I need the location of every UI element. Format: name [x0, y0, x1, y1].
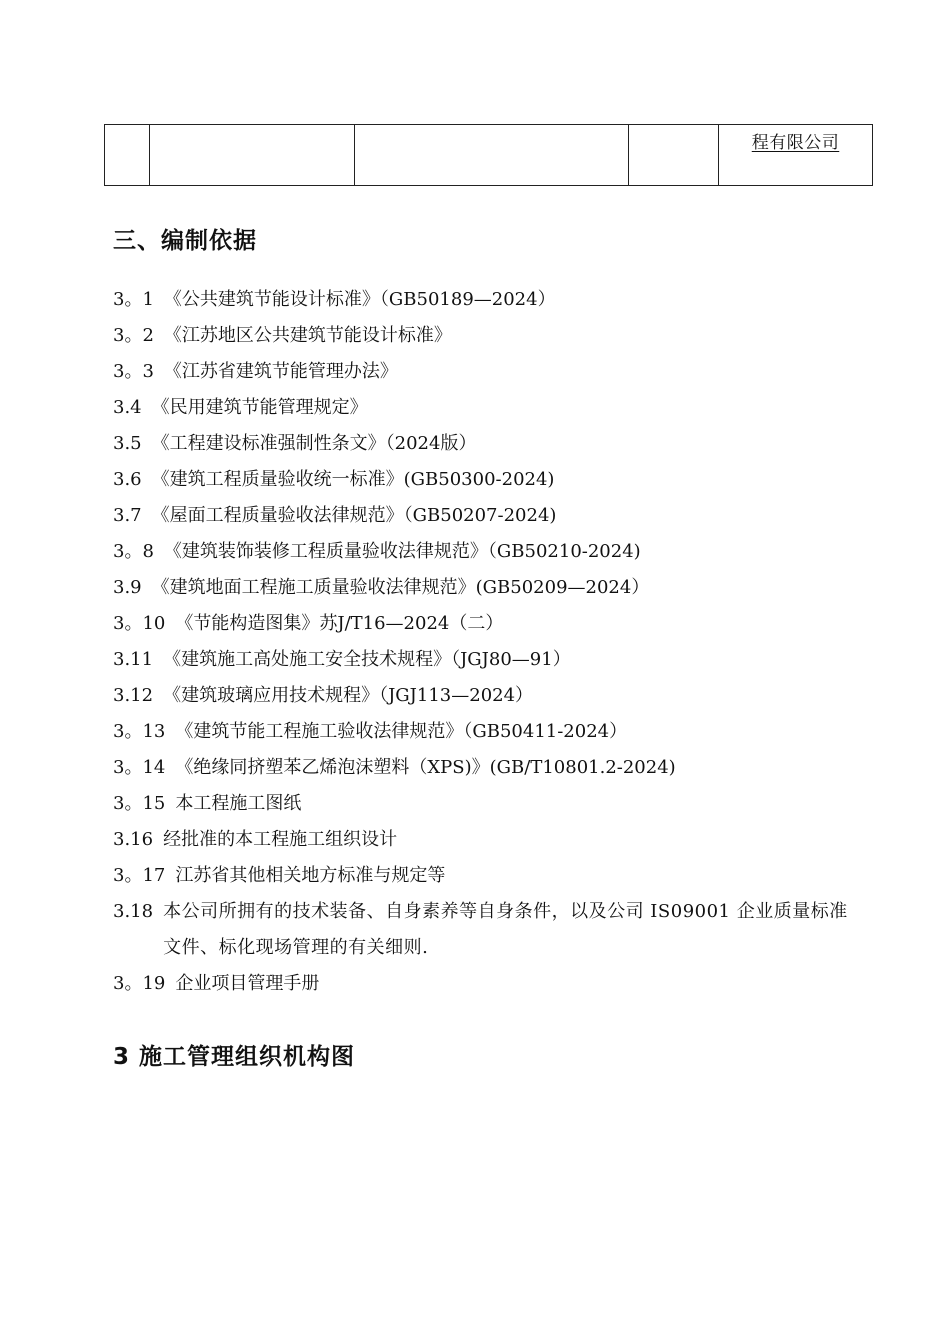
- list-item: [113, 750, 873, 786]
- list-item-text: 《江苏省建筑节能管理办法》: [163, 361, 398, 382]
- list-item-number: 3.5: [113, 433, 142, 454]
- company-name-text: 程有限公司: [751, 133, 840, 153]
- list-item-number: 3。15: [113, 793, 166, 814]
- list-item: [113, 462, 873, 498]
- list-item: [113, 642, 873, 678]
- list-item: [113, 786, 873, 822]
- list-item: [113, 822, 873, 858]
- list-item-text: 《建筑玻璃应用技术规程》（JGJ113—2024）: [163, 685, 534, 706]
- list-item-text: 企业项目管理手册: [175, 973, 320, 994]
- list-item-number: 3.11: [113, 649, 154, 670]
- list-item-number: 3。14: [113, 757, 166, 778]
- list-item-number: 3。3: [113, 361, 154, 382]
- list-item-text: 《公共建筑节能设计标准》（GB50189—2024）: [163, 289, 556, 310]
- list-item-number: 3.9: [113, 577, 142, 598]
- list-item: [113, 354, 873, 390]
- list-item: [113, 966, 873, 1002]
- list-item-text: 经批准的本工程施工组织设计: [163, 829, 398, 850]
- table-cell: [105, 125, 150, 186]
- list-item-text: 《建筑节能工程施工验收法律规范》（GB50411-2024）: [175, 721, 628, 742]
- list-item-number: 3.12: [113, 685, 154, 706]
- table-cell: [719, 125, 873, 186]
- list-item-number: 3.4: [113, 397, 142, 418]
- list-item-text: 本公司所拥有的技术装备、自身素养等自身条件，以及公司 IS09001 企业质量标准文件、标化现场管理的有关细则.: [163, 901, 848, 958]
- list-item: [113, 426, 873, 462]
- list-item-number: 3。10: [113, 613, 166, 634]
- list-item-text: 《建筑装饰装修工程质量验收法律规范》（GB50210-2024): [163, 541, 641, 562]
- list-item-text: 《建筑施工高处施工安全技术规程》（JGJ80—91）: [163, 649, 571, 670]
- list-item-text: 本工程施工图纸: [175, 793, 302, 814]
- list-item-number: 3。2: [113, 325, 154, 346]
- list-item-number: 3.16: [113, 829, 154, 850]
- list-item: [113, 498, 873, 534]
- reference-list: [113, 282, 873, 1002]
- list-item-text: 《民用建筑节能管理规定》: [151, 397, 368, 418]
- list-item-number: 3。1: [113, 289, 154, 310]
- list-item-number: 3.18: [113, 901, 154, 922]
- list-item: [113, 678, 873, 714]
- list-item-text: 《建筑工程质量验收统一标准》(GB50300-2024): [151, 469, 555, 490]
- list-item: [113, 714, 873, 750]
- list-item: [113, 894, 873, 966]
- list-item: [113, 606, 873, 642]
- table-cell: [150, 125, 355, 186]
- list-item: [113, 858, 873, 894]
- list-item-text: 《工程建设标准强制性条文》（2024版）: [151, 433, 477, 454]
- list-item-number: 3。19: [113, 973, 166, 994]
- list-item-number: 3。13: [113, 721, 166, 742]
- list-item-number: 3。17: [113, 865, 166, 886]
- list-item-number: 3。8: [113, 541, 154, 562]
- list-item: [113, 282, 873, 318]
- list-item-number: 3.7: [113, 505, 142, 526]
- org-chart-heading: 3 施工管理组织机构图: [113, 1044, 356, 1070]
- table-cell: [355, 125, 629, 186]
- table-row: [105, 125, 873, 186]
- list-item-text: 《节能构造图集》苏J/T16—2024（二）: [175, 613, 504, 634]
- table-cell: [629, 125, 719, 186]
- list-item: [113, 390, 873, 426]
- list-item: [113, 534, 873, 570]
- section-heading: 三、编制依据: [113, 228, 257, 254]
- list-item: [113, 570, 873, 606]
- list-item-text: 《江苏地区公共建筑节能设计标准》: [163, 325, 452, 346]
- list-item: [113, 318, 873, 354]
- list-item-text: 《绝缘同挤塑苯乙烯泡沫塑料（XPS)》(GB/T10801.2-2024): [175, 757, 676, 778]
- info-table-fragment: [104, 124, 873, 186]
- list-item-text: 《建筑地面工程施工质量验收法律规范》(GB50209—2024）: [151, 577, 650, 598]
- list-item-text: 《屋面工程质量验收法律规范》（GB50207-2024): [151, 505, 557, 526]
- list-item-number: 3.6: [113, 469, 142, 490]
- list-item-text: 江苏省其他相关地方标准与规定等: [175, 865, 446, 886]
